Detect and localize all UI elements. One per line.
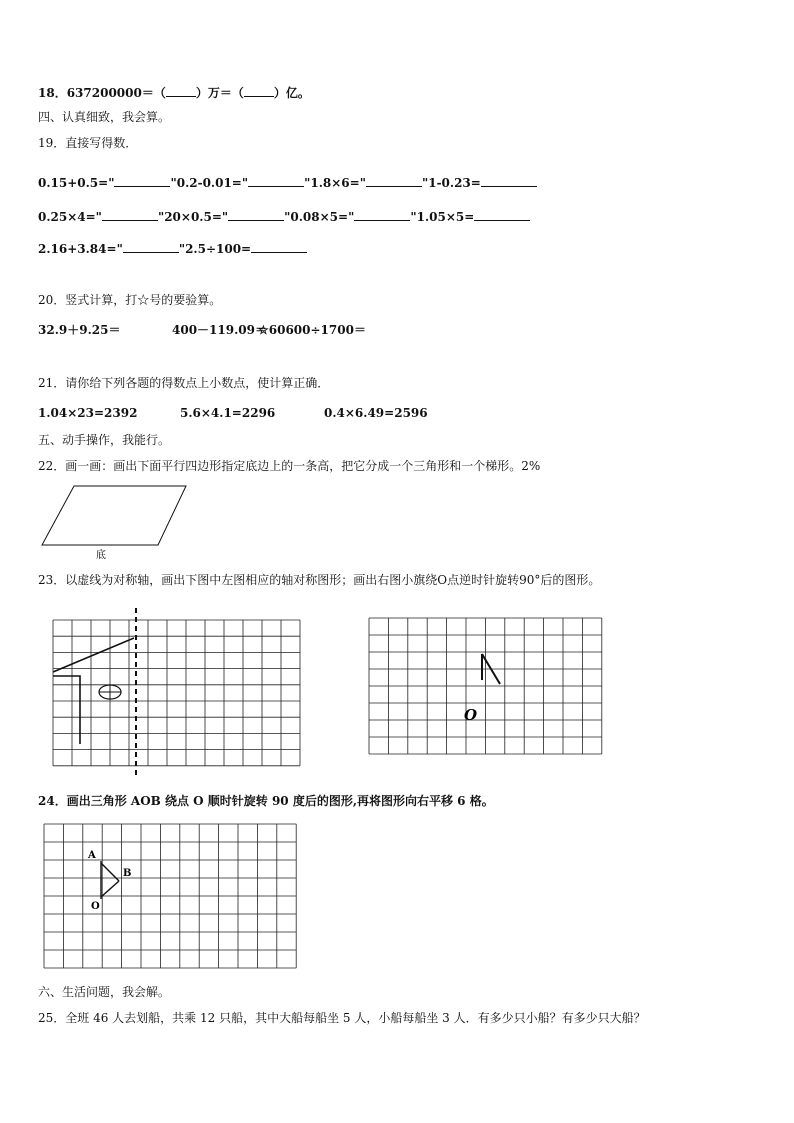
q19-item: "0.2-0.01=": [170, 176, 249, 190]
q18-blank-yi[interactable]: [244, 84, 274, 97]
answer-blank[interactable]: [228, 208, 284, 221]
grid-lines: [44, 824, 296, 968]
q21-title: 21．请你给下列各题的得数点上小数点，使计算正确．: [38, 376, 330, 390]
q18: [38, 84, 310, 101]
q19-item: "1.05×5=: [410, 210, 475, 224]
answer-blank[interactable]: [123, 240, 179, 253]
parallelogram-shape: [42, 486, 186, 545]
q19-item: "2.5÷100=: [178, 242, 252, 256]
point-o-label: O: [464, 706, 478, 724]
answer-blank[interactable]: [114, 174, 170, 187]
q19-row-3: [38, 240, 307, 257]
grid-lines: [369, 618, 602, 754]
symmetry-grid-figure: [52, 608, 308, 780]
section-six-heading: 六、生活问题，我会解。: [38, 985, 171, 999]
q24-title: 24．画出三角形 AOB 绕点 O 顺时针旋转 90 度后的图形,再将图形向右平移 6 格。: [38, 794, 494, 808]
q20-item-1: 32.9＋9.25＝: [38, 323, 121, 337]
q18-expression: 637200000＝（: [66, 86, 166, 100]
answer-blank[interactable]: [481, 174, 537, 187]
q18-blank-wan[interactable]: [166, 84, 196, 97]
q22-title: 22．画一画：画出下面平行四边形指定底边上的一条高，把它分成一个三角形和一个梯形。2%: [38, 459, 541, 473]
answer-blank[interactable]: [102, 208, 158, 221]
q19-row-2: [38, 208, 530, 225]
point-b-label: B: [123, 868, 132, 879]
q19-item: "0.08×5=": [284, 210, 355, 224]
answer-blank[interactable]: [474, 208, 530, 221]
q23-title: 23．以虚线为对称轴，画出下图中左图相应的轴对称图形；画出右图小旗绕O点逆时针旋转90°后的图形。: [38, 573, 601, 587]
answer-blank[interactable]: [248, 174, 304, 187]
q20-item-2: 400－119.09＝: [172, 323, 267, 337]
section-four-heading: 四、认真细致，我会算。: [38, 110, 171, 124]
q18-middle: ）万＝（: [195, 86, 244, 100]
q21-item-1: 1.04×23=2392: [38, 406, 138, 420]
parallelogram-figure: [38, 484, 190, 564]
point-o-label: O: [91, 901, 100, 912]
rotation-grid-figure: [368, 616, 604, 761]
answer-blank[interactable]: [251, 240, 307, 253]
q20-title: 20．竖式计算，打☆号的要验算。: [38, 293, 222, 307]
point-a-label: A: [88, 850, 96, 861]
left-shape-slant: [53, 638, 134, 672]
q19-item: 2.16+3.84=": [38, 242, 123, 256]
q19-item: "20×0.5=": [157, 210, 229, 224]
q19-item: 0.25×4=": [38, 210, 102, 224]
q19-title: 19．直接写得数．: [38, 136, 138, 150]
answer-blank[interactable]: [354, 208, 410, 221]
base-label: 底: [96, 550, 106, 561]
q18-number: 18．: [38, 86, 67, 100]
section-five-heading: 五、动手操作，我能行。: [38, 433, 171, 447]
grid-lines: [53, 620, 300, 766]
triangle-side-bo: [101, 881, 119, 897]
answer-blank[interactable]: [366, 174, 422, 187]
q19-row-1: [38, 174, 537, 191]
q20-item-3: ☆60600÷1700＝: [258, 323, 366, 337]
q21-item-3: 0.4×6.49=2596: [324, 406, 428, 420]
q19-item: 0.15+0.5=": [38, 176, 115, 190]
q21-item-2: 5.6×4.1=2296: [180, 406, 276, 420]
triangle-grid-figure: [43, 823, 299, 973]
q18-tail: ）亿。: [273, 86, 310, 100]
q19-item: "1-0.23=: [421, 176, 481, 190]
q25-text: 25．全班 46 人去划船，共乘 12 只船，其中大船每船坐 5 人，小船每船坐 3 人．有多少只小船？有多少只大船？: [38, 1011, 646, 1025]
q19-item: "1.8×6=": [304, 176, 366, 190]
